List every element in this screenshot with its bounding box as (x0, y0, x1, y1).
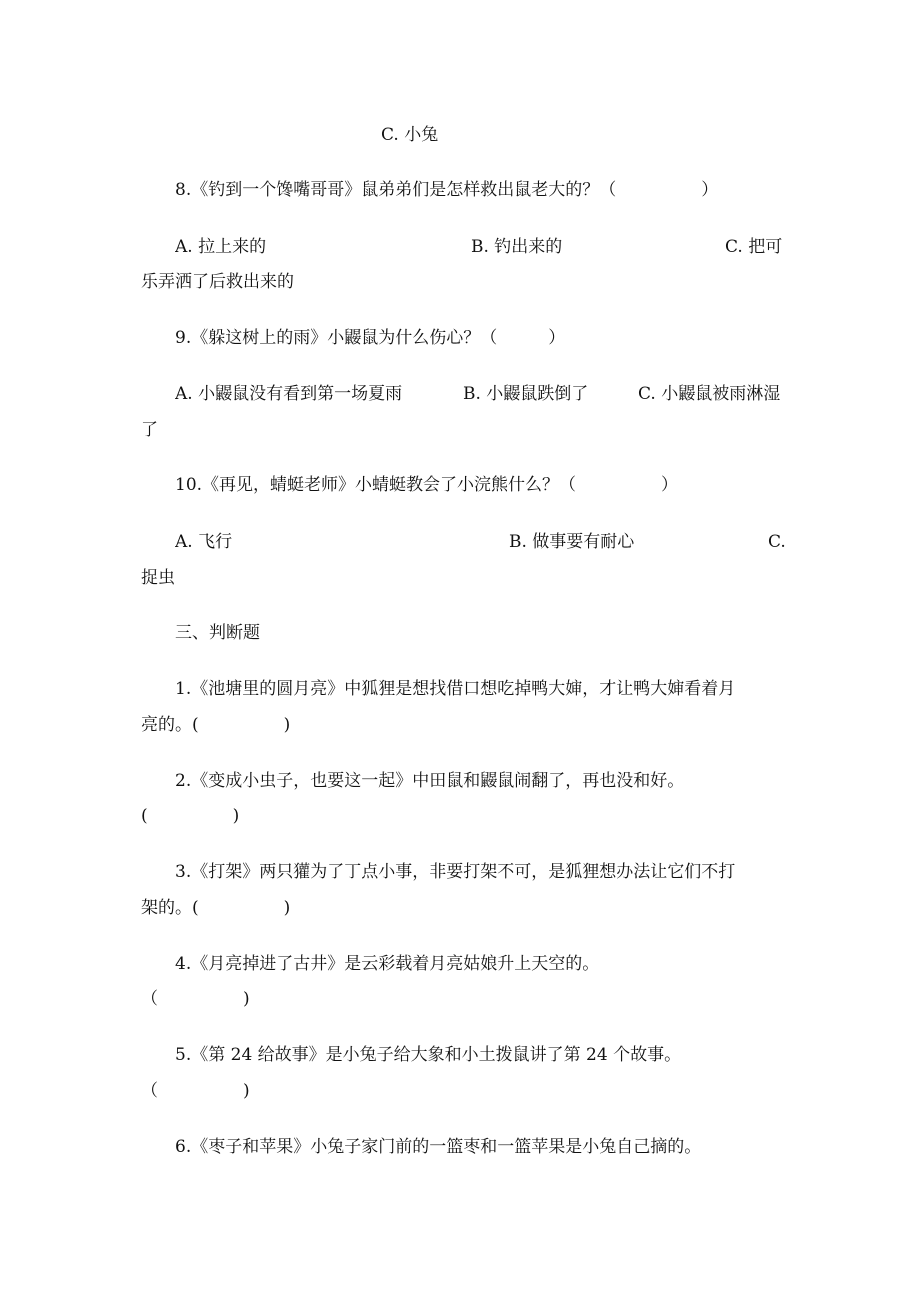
section-title: 三、判断题 (175, 623, 260, 643)
q8-option-c-continued: 乐弄洒了后救出来的 (141, 272, 294, 292)
tf-question-4-continued: （ ) (141, 989, 250, 1009)
q9-option-c: C. 小鼹鼠被雨淋湿 (638, 384, 781, 404)
q9-option-c-continued: 了 (141, 420, 158, 440)
q8-option-b: B. 钓出来的 (471, 237, 563, 257)
q8-option-c: C. 把可 (725, 237, 783, 257)
tf-question-5: 5.《第 24 给故事》是小兔子给大象和小土拨鼠讲了第 24 个故事。 (175, 1045, 682, 1065)
tf-question-5-continued: （ ) (141, 1081, 250, 1101)
q10-option-c-continued: 捉虫 (141, 568, 175, 588)
q9-option-a: A. 小鼹鼠没有看到第一场夏雨 (175, 384, 403, 404)
q10-option-c: C. (768, 532, 786, 552)
q8-option-a: A. 拉上来的 (175, 237, 267, 257)
q10-question: 10.《再见，蜻蜓老师》小蜻蜓教会了小浣熊什么？（ ） (175, 475, 679, 495)
q9-question: 9.《躲这树上的雨》小鼹鼠为什么伤心？（ ） (175, 328, 566, 348)
tf-question-1: 1.《池塘里的圆月亮》中狐狸是想找借口想吃掉鸭大婶，才让鸭大婶看着月 (175, 679, 736, 699)
tf-question-6: 6.《枣子和苹果》小兔子家门前的一篮枣和一篮苹果是小兔自己摘的。 (175, 1137, 702, 1157)
tf-question-2: 2.《变成小虫子，也要这一起》中田鼠和鼹鼠闹翻了，再也没和好。 (175, 771, 685, 791)
tf-question-3-continued: 架的。( ) (141, 898, 291, 918)
q10-option-a: A. 飞行 (175, 532, 233, 552)
q10-option-b: B. 做事要有耐心 (509, 532, 635, 552)
tf-question-4: 4.《月亮掉进了古井》是云彩载着月亮姑娘升上天空的。 (175, 954, 600, 974)
q8-question: 8.《钓到一个馋嘴哥哥》鼠弟弟们是怎样救出鼠老大的？（ ） (175, 180, 719, 200)
q9-option-b: B. 小鼹鼠跌倒了 (463, 384, 589, 404)
tf-question-2-continued: ( ) (141, 806, 240, 826)
tf-question-3: 3.《打架》两只獾为了丁点小事，非要打架不可，是狐狸想办法让它们不打 (175, 862, 736, 882)
q7-option-c: C. 小兔 (381, 125, 439, 145)
tf-question-1-continued: 亮的。( ) (141, 715, 291, 735)
